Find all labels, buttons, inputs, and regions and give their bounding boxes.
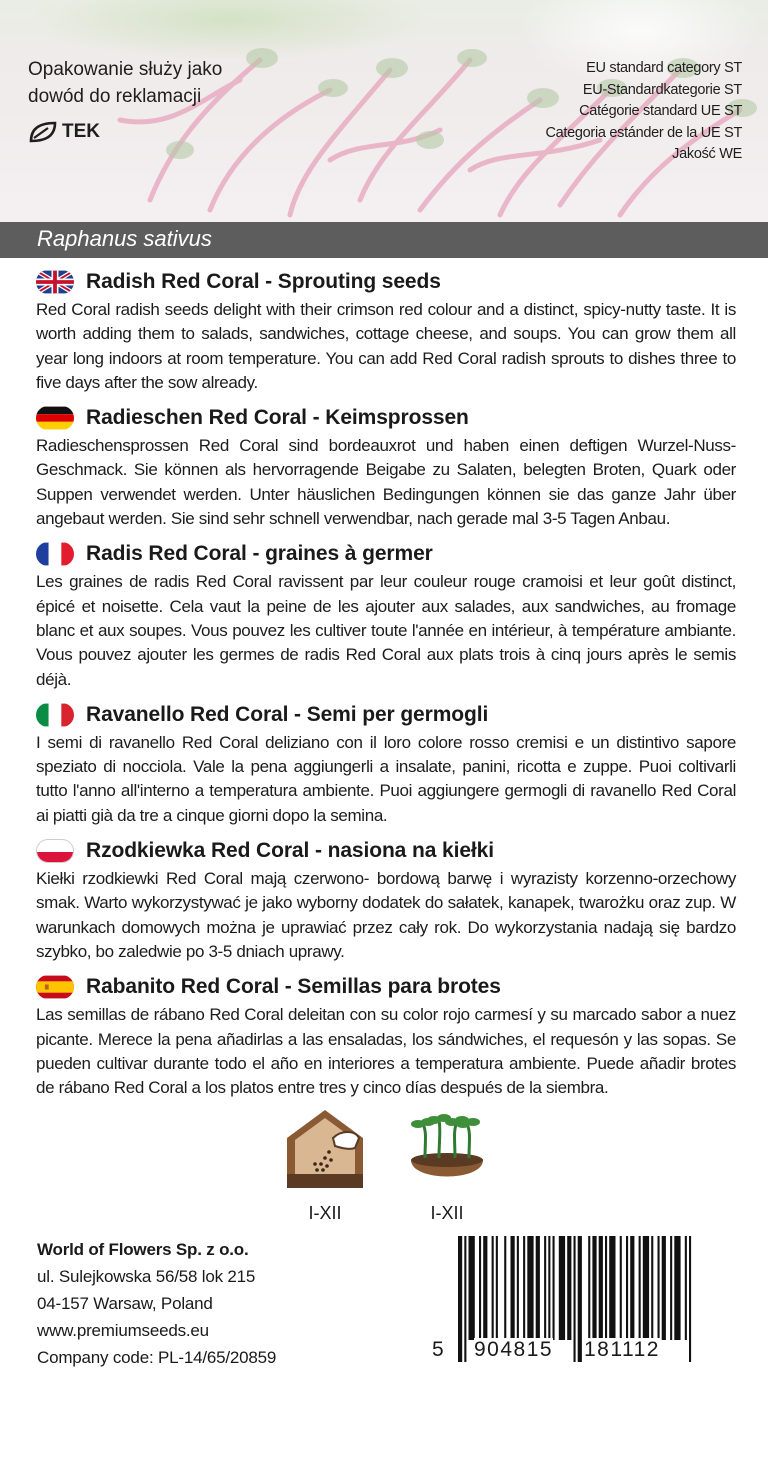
ean-first-digit: 5 [432,1338,446,1361]
section-body: Kiełki rzodkiewki Red Coral mają czerwono- bordową barwę i wyrazisty korzenno-orzechowy smak. Warto wykorzystywać je jako wyborny dodatek do sałatek, kanapek, twarożku oraz zup. W warunkach domowych można je uprawiać przez cały rok. Do wykorzystania nadają się bardzo szybko, bo zaledwie po 3-5 dniach uprawy. [36,869,736,961]
section-german [36,400,736,531]
eu-category-line: Categoria estánder de la UE ST [545,124,742,141]
section-title: Rzodkiewka Red Coral - nasiona na kiełki [86,839,494,863]
sprouting-bowl-icon [405,1108,489,1190]
section-spanish [36,969,736,1100]
company-city: 04-157 Warsaw, Poland [37,1294,213,1313]
spanish-flag-icon [36,975,74,999]
eu-category-line: EU standard category ST [586,60,742,76]
company-code: Company code: PL-14/65/20859 [37,1348,277,1367]
sowing-icon [285,1108,365,1190]
sowing-period [280,1108,370,1224]
section-title: Ravanello Red Coral - Semi per germogli [86,702,489,726]
company-info [37,1236,276,1371]
section-body: Radieschensprossen Red Coral sind bordeauxrot und haben einen deftigen Wurzel-Nuss-Geschmack. Sie können als hervorragende Beigabe zu Salaten, belegten Broten, Quark oder Suppen verwendet werden. Unter häuslichen Bedingungen können sie das ganze Jahr über angebaut werden. Sie sind sehr schnell verwendbar, nach gerade mal 3-5 Tagen Anbau. [36,436,736,529]
complaint-line-1: Opakowanie służy jako [28,59,223,80]
harvest-period [402,1108,492,1224]
latin-name: Raphanus sativus [37,226,212,251]
polish-flag-icon [36,839,74,863]
company-street: ul. Sulejkowska 56/58 lok 215 [37,1267,256,1286]
section-title: Radieschen Red Coral - Keimsprossen [86,406,469,430]
italian-flag-icon [36,703,74,727]
tek-brand: TEK [62,121,100,142]
complaint-line-2: dowód do reklamacji [28,86,202,107]
section-body: Las semillas de rábano Red Coral deleitan con su color rojo carmesí y su marcado sabor a nuez picante. Merece la pena añadirlas a las ensaladas, los sándwiches, el requesón y las sopas. Se pueden cultivar durante todo el año en interiores a temperatura ambiente. Puede añadir brotes de rábano Red Coral a los platos entre tres y cinco días después de la siembra. [36,1005,736,1098]
harvest-months: I-XII [430,1203,464,1223]
section-title: Rabanito Red Coral - Semillas para brotes [86,975,501,999]
section-title: Radish Red Coral - Sprouting seeds [86,270,441,293]
ean-left-group: 904815 [474,1338,554,1361]
section-body: Red Coral radish seeds delight with their crimson red colour and a distinct, spicy-nutty taste. It is worth adding them to salads, sandwiches, cottage cheese, and soups. You can grow them all year long indoors at room temperature. You can add Red Coral radish sprouts to dishes three to five days after the sow already. [36,300,736,392]
uk-flag-icon [36,270,74,294]
header-photo [0,0,768,222]
latin-name-bar [0,222,768,258]
section-english [36,264,736,395]
german-flag-icon [36,406,74,430]
ean-right-group: 181112 [584,1338,660,1361]
tek-logo [28,120,100,144]
section-title: Radis Red Coral - graines à germer [86,542,433,566]
company-name: World of Flowers Sp. z o.o. [37,1240,249,1259]
sowing-months: I-XII [308,1203,342,1223]
section-body: I semi di ravanello Red Coral deliziano con il loro colore rosso cremisi e un distintivo sapore speziato di nocciola. Vale la pena aggiungerli a insalate, panini, ricotta e zuppe. Puoi coltivarli tutto l'anno all'interno a temperatura ambiente. Puoi aggiungere germogli di ravanello Red Coral ai piatti già da tre a cinque giorni dopo la semina. [36,732,736,825]
french-flag-icon [36,542,74,566]
eu-category-line: Jakość WE [672,146,742,162]
section-polish [36,833,736,964]
description-sections [36,264,736,1105]
complaint-note [28,56,222,110]
eu-category-line: EU-Standardkategorie ST [582,81,742,98]
eu-category-list [545,58,742,166]
section-body: Les graines de radis Red Coral ravissent par leur couleur rouge cramoisi et leur goût distinct, épicé et noisette. Cela vaut la peine de les ajouter aux salades, aux sandwiches, au fromage blanc et aux soupes. Vous pouvez les cultiver toute l'année en intérieur, à température ambiante. Vous pouvez ajouter les germes de radis Red Coral aux plats trois à cinq jours après le semis déjà. [36,572,736,689]
section-italian [36,697,736,828]
company-website: www.premiumseeds.eu [37,1321,209,1340]
eu-category-line: Catégorie standard UE ST [579,103,742,119]
leaf-icon [28,120,58,144]
section-french [36,536,736,691]
